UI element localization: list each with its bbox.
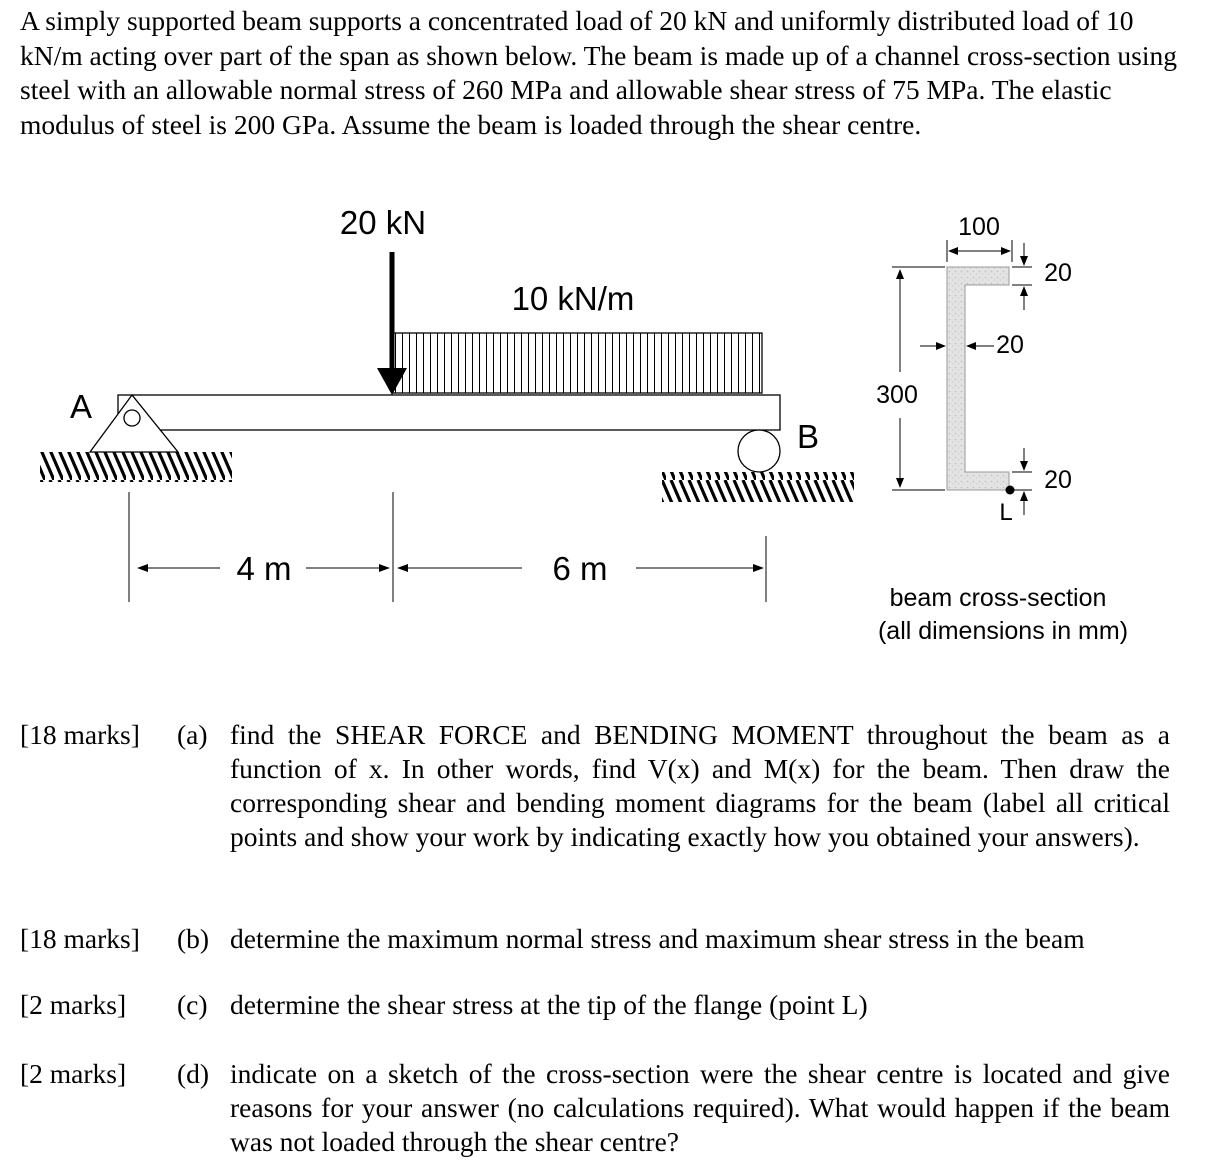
web-thickness-label: 20 <box>996 331 1024 359</box>
question-marks: [18 marks] <box>20 719 140 750</box>
question-label: (d) <box>177 1058 210 1089</box>
flange-width-label: 100 <box>958 213 1000 241</box>
dim-arrow <box>896 478 904 488</box>
udl-block <box>392 333 762 393</box>
point-l-label: L <box>999 499 1013 526</box>
roller-support-b <box>738 430 780 472</box>
span-label-4m: 4 m <box>236 550 292 587</box>
span-label-6m: 6 m <box>552 550 608 587</box>
question-text: indicate on a sketch of the cross-section were the shear centre is located and give reasons for your answer (no calculations required). What would happen if the beam was not loaded through the shear centre? <box>230 1058 1170 1157</box>
section-caption-units: (all dimensions in mm) <box>877 617 1129 645</box>
question-text: find the SHEAR FORCE and BENDING MOMENT throughout the beam as a function of x. In other words, find V(x) and M(x) for the beam. Then draw the corresponding shear and bending moment diagrams for the beam (label all critical points and show your work by indicating exactly how you obtained your answers). <box>230 719 1170 852</box>
problem-statement: A simply supported beam supports a concentrated load of 20 kN and uniformly distributed load of 10 kN/m acting over part of the span as shown below. The beam is made up of a channel cross-section using steel with an allowable normal stress of 260 MPa and allowable shear stress of 75 MPa. The elastic modulus of steel is 200 GPa. Assume the beam is loaded through the shear centre. <box>20 5 1177 140</box>
question-text: determine the maximum normal stress and maximum shear stress in the beam <box>230 923 1085 954</box>
section-caption: beam cross-section <box>889 584 1107 612</box>
question-label: (a) <box>177 719 208 750</box>
question-label: (b) <box>177 923 210 954</box>
support-a-label: A <box>69 388 93 425</box>
channel-section <box>947 267 1009 490</box>
dim-arrow <box>137 564 148 572</box>
dim-arrow <box>1020 286 1028 296</box>
beam <box>118 395 780 430</box>
ground-hatch-a <box>40 452 232 482</box>
dim-arrow <box>753 564 764 572</box>
dim-arrow <box>936 342 946 350</box>
question-marks: [2 marks] <box>20 989 127 1020</box>
question-marks: [2 marks] <box>20 1058 127 1089</box>
depth-label: 300 <box>876 381 918 409</box>
pin-a <box>124 410 140 426</box>
question-c <box>20 988 1170 1022</box>
dim-arrow <box>379 564 390 572</box>
dim-arrow <box>1020 491 1028 501</box>
dim-arrow <box>948 247 958 255</box>
support-b-label: B <box>796 418 820 455</box>
question-label: (c) <box>177 989 208 1020</box>
question-a <box>20 718 1170 854</box>
point-load-label: 20 kN <box>339 204 427 241</box>
question-marks: [18 marks] <box>20 923 140 954</box>
dim-arrow <box>1001 247 1011 255</box>
question-d <box>20 1057 1170 1159</box>
ground-hatch-b <box>662 472 854 502</box>
question-text: determine the shear stress at the tip of the flange (point L) <box>230 989 868 1020</box>
dim-arrow <box>1020 461 1028 471</box>
dim-arrow <box>896 269 904 279</box>
dim-arrow <box>966 342 976 350</box>
top-flange-thickness-label: 20 <box>1044 259 1072 287</box>
dim-arrow <box>397 564 408 572</box>
udl-label: 10 kN/m <box>511 280 635 317</box>
bottom-flange-thickness-label: 20 <box>1044 466 1072 494</box>
point-l-marker <box>1006 486 1015 495</box>
dim-arrow <box>1020 256 1028 266</box>
question-b <box>20 922 1170 956</box>
